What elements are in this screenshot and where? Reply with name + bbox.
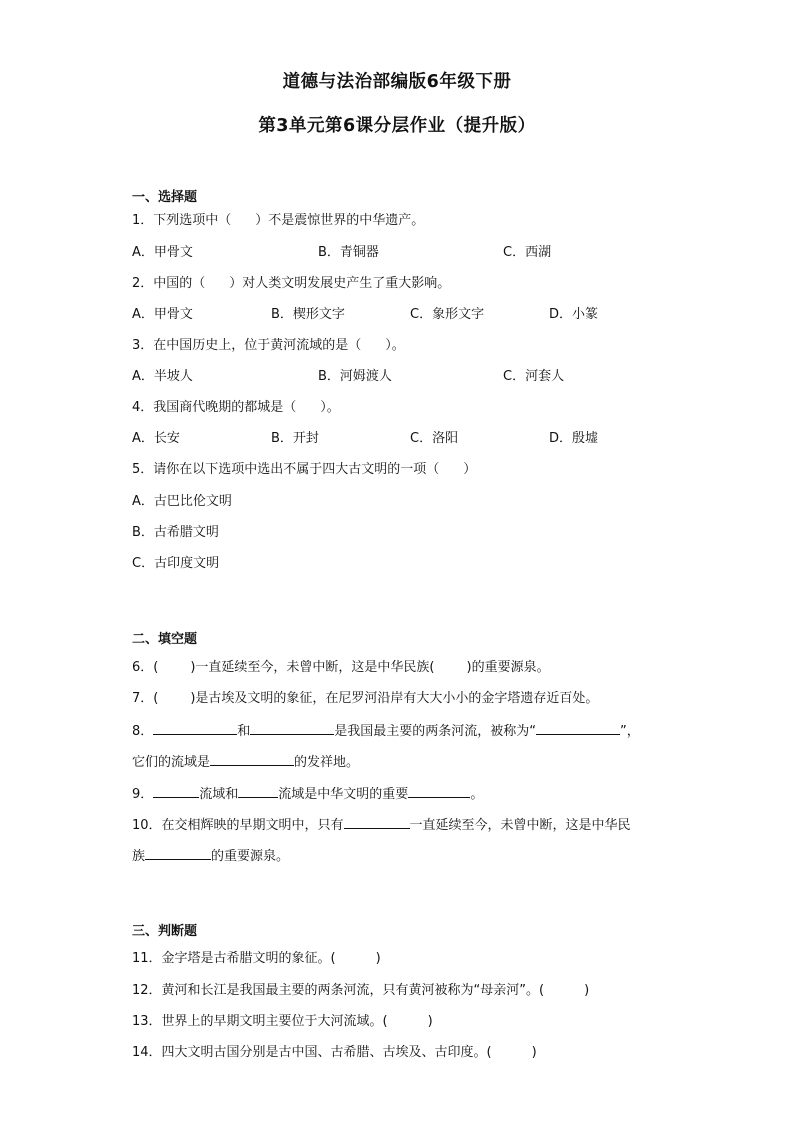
question-2: 2．中国的（ ）对人类文明发展史产生了重大影响。: [132, 276, 451, 291]
option-4c[interactable]: C．洛阳: [410, 431, 459, 446]
option-5c[interactable]: C．古印度文明: [132, 556, 220, 571]
question-3: 3．在中国历史上，位于黄河流域的是（ ）。: [132, 338, 405, 353]
page-subtitle: 第3单元第6课分层作业（提升版）: [258, 116, 536, 136]
answer-blank[interactable]: [238, 784, 278, 798]
option-5b[interactable]: B．古希腊文明: [132, 525, 219, 540]
question-8-cont: 它们的流域是 的发祥地。: [132, 752, 359, 772]
question-14: 14．四大文明古国分别是古中国、古希腊、古埃及、古印度。( ): [132, 1045, 537, 1060]
page-title: 道德与法治部编版6年级下册: [282, 72, 512, 92]
question-10: 10．在交相辉映的早期文明中，只有 一直延续至今，未曾中断，这是中华民: [132, 815, 631, 835]
answer-blank[interactable]: [536, 721, 620, 735]
question-13: 13．世界上的早期文明主要位于大河流域。( ): [132, 1014, 433, 1029]
option-2a[interactable]: A．甲骨文: [132, 307, 193, 322]
answer-blank[interactable]: [145, 846, 211, 860]
option-4d[interactable]: D．殷墟: [549, 431, 599, 446]
section-heading-fill: 二、填空题: [132, 632, 198, 647]
section-heading-judge: 三、判断题: [132, 924, 198, 939]
question-7: 7．( )是古埃及文明的象征，在尼罗河沿岸有大大小小的金字塔遗存近百处。: [132, 691, 599, 706]
question-4: 4．我国商代晚期的都城是（ ）。: [132, 400, 340, 415]
answer-blank[interactable]: [250, 721, 334, 735]
question-8: 8． 和 是我国最主要的两条河流，被称为“ ”，: [132, 721, 640, 741]
answer-blank[interactable]: [153, 784, 199, 798]
answer-blank[interactable]: [344, 815, 410, 829]
section-heading-choice: 一、选择题: [132, 190, 198, 205]
option-5a[interactable]: A．古巴比伦文明: [132, 494, 232, 509]
question-9: 9． 流域和 流域是中华文明的重要 。: [132, 784, 483, 804]
question-10-cont: 族 的重要源泉。: [132, 846, 289, 866]
question-12: 12．黄河和长江是我国最主要的两条河流，只有黄河被称为“母亲河”。( ): [132, 983, 590, 998]
option-3b[interactable]: B．河姆渡人: [318, 369, 392, 384]
option-1c[interactable]: C．西湖: [503, 245, 552, 260]
answer-blank[interactable]: [153, 721, 237, 735]
answer-blank[interactable]: [210, 752, 294, 766]
option-2d[interactable]: D．小篆: [549, 307, 599, 322]
option-3a[interactable]: A．半坡人: [132, 369, 193, 384]
question-11: 11．金字塔是古希腊文明的象征。( ): [132, 951, 381, 966]
option-1a[interactable]: A．甲骨文: [132, 245, 193, 260]
question-1: 1．下列选项中（ ）不是震惊世界的中华遗产。: [132, 213, 425, 228]
option-2c[interactable]: C．象形文字: [410, 307, 485, 322]
answer-blank[interactable]: [408, 784, 470, 798]
option-3c[interactable]: C．河套人: [503, 369, 565, 384]
question-5: 5．请你在以下选项中选出不属于四大古文明的一项（ ）: [132, 462, 477, 477]
option-2b[interactable]: B．楔形文字: [271, 307, 345, 322]
option-1b[interactable]: B．青铜器: [318, 245, 379, 260]
option-4b[interactable]: B．开封: [271, 431, 319, 446]
question-6: 6．( )一直延续至今，未曾中断，这是中华民族( )的重要源泉。: [132, 660, 550, 675]
option-4a[interactable]: A．长安: [132, 431, 180, 446]
